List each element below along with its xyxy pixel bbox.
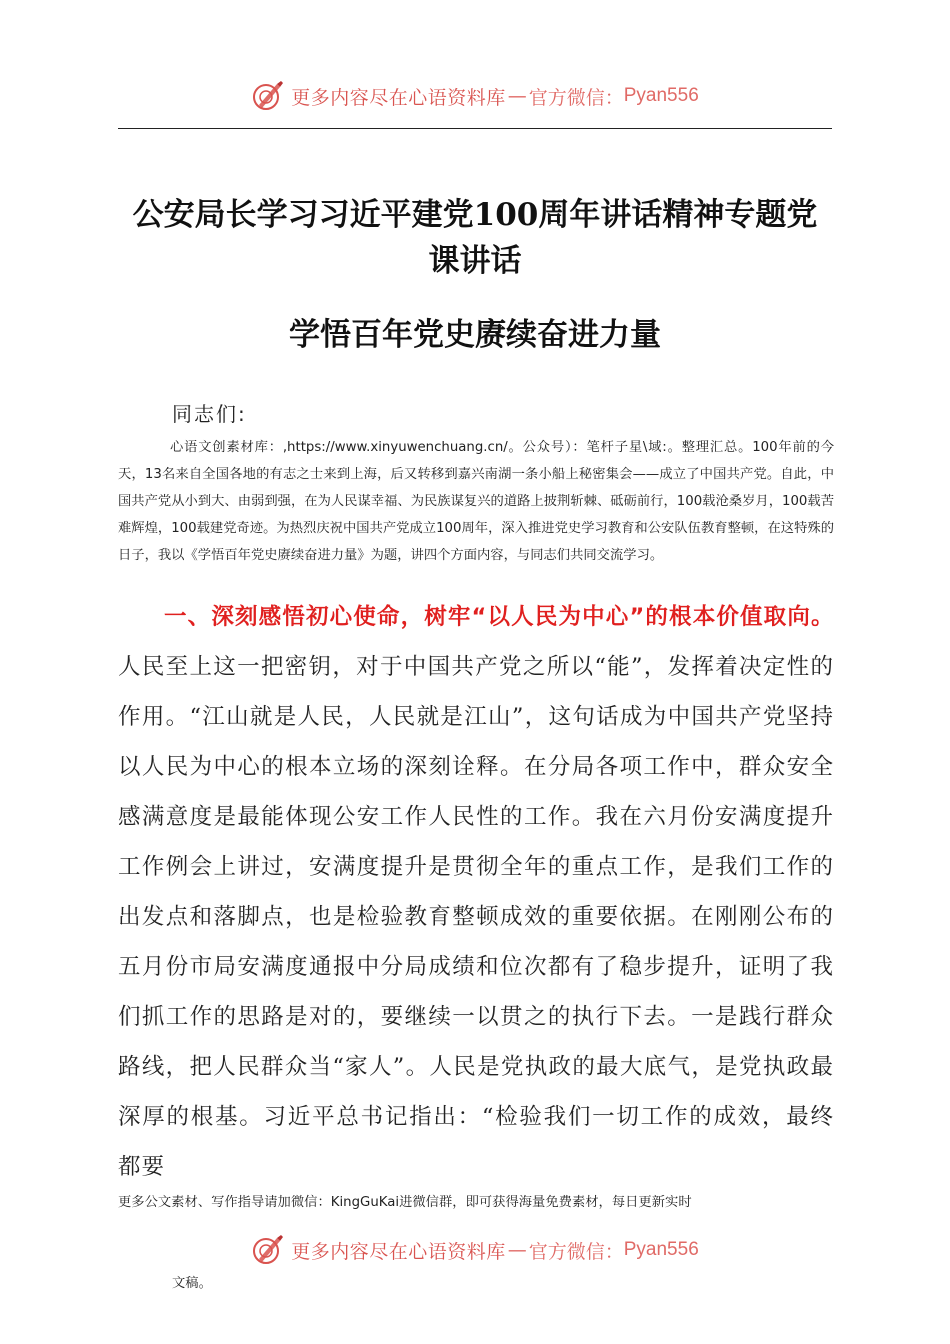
pen-logo-icon <box>251 79 285 113</box>
header-watermark <box>0 78 950 114</box>
document-subtitle: 学悟百年党史赓续奋进力量 <box>289 317 661 353</box>
brand-text: 更多内容尽在心语资料库 <box>291 86 506 109</box>
section-1-heading: 一、深刻感悟初心使命，树牢“以人民为中心”的根本价值取向。 <box>164 604 834 630</box>
footer-note: 更多公文素材、写作指导请加微信：KingGuKai进微信群，即可获得海量免费素材，每日更新实时 <box>118 1195 692 1210</box>
footer-note-end: 文稿。 <box>172 1276 212 1291</box>
section-1-paragraph <box>118 592 834 1192</box>
brand-separator: — <box>507 1239 527 1261</box>
section-1-body: 人民至上这一把密钥，对于中国共产党之所以“能”，发挥着决定性的作用。“江山就是人民，人民就是江山”，这句话成为中国共产党坚持以人民为中心的根本立场的深刻诠释。在分局各项工作中，群众安全感满意度是最能体现公安工作人民性的工作。我在六月份安满度提升工作例会上讲过，安满度提升是贯彻全年的重点工作，是我们工作的出发点和落脚点，也是检验教育整顿成效的重要依据。在刚刚公布的五月份市局安满度通报中分局成绩和位次都有了稳步提升，证明了我们抓工作的思路是对的，要继续一以贯之的执行下去。一是践行群众路线，把人民群众当“家人”。人民是党执政的最大底气，是党执政最深厚的根基。习近平总书记指出：“检验我们一切工作的成效，最终都要 <box>118 654 834 1180</box>
brand-wechat-id: Pyan556 <box>623 85 699 106</box>
brand-wechat-label: 官方微信： <box>528 86 624 109</box>
footer-watermark <box>0 1232 950 1268</box>
brand-separator: — <box>507 85 527 107</box>
document-title: 公安局长学习习近平建党100周年讲话精神专题党课讲话 <box>132 197 818 279</box>
intro-paragraph: 心语文创素材库：,https://www.xinyuwenchuang.cn/。公众号）：笔杆子星\域:。整理汇总。100年前的今天，13名来自全国各地的有志之士来到上海，后又转移到嘉兴南湖一条小船上秘密集会——成立了中国共产党。自此，中国共产党从小到大、由弱到强，在为人民谋幸福、为民族谋复兴的道路上披荆斩棘、砥砺前行，100载沧桑岁月，100载苦难辉煌，100载建党奇迹。为热烈庆祝中国共产党成立100周年，深入推进党史学习教育和公安队伍教育整顿，在这特殊的日子，我以《学悟百年党史赓续奋进力量》为题，讲四个方面内容，与同志们共同交流学习。 <box>118 440 834 563</box>
pen-logo-icon <box>251 1233 285 1267</box>
brand-text: 更多内容尽在心语资料库 <box>291 1240 506 1263</box>
brand-wechat-id: Pyan556 <box>623 1239 699 1260</box>
greeting: 同志们: <box>172 402 247 426</box>
brand-wechat-label: 官方微信： <box>528 1240 624 1263</box>
header-divider <box>118 128 832 129</box>
